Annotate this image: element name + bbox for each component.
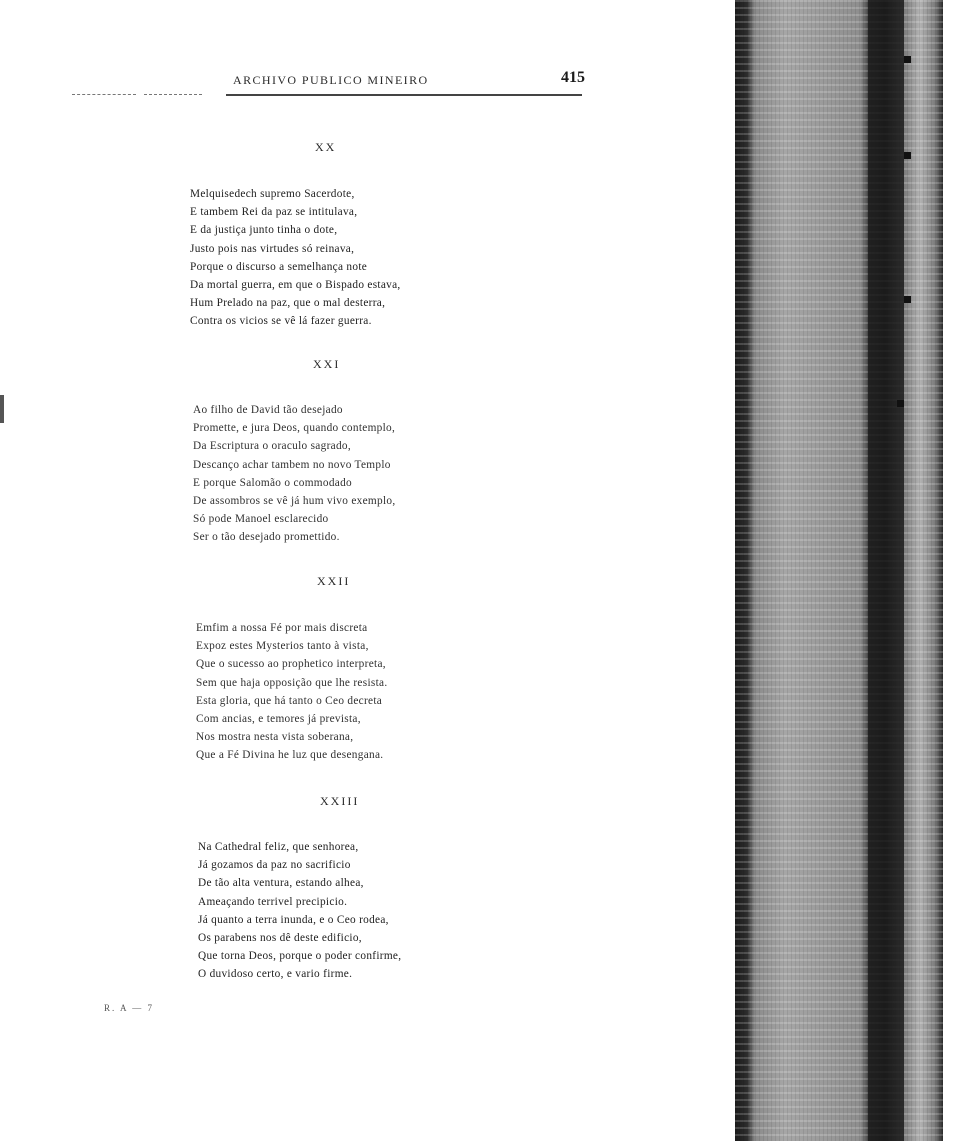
header-rule-middle xyxy=(144,94,202,95)
verse-line: E da justiça junto tinha o dote, xyxy=(190,224,338,237)
page-number: 415 xyxy=(561,69,585,86)
verse-line: Já quanto a terra inunda, e o Ceo rodea, xyxy=(198,913,389,926)
verse-line: Esta gloria, que há tanto o Ceo decreta xyxy=(196,694,383,707)
stanza-verses xyxy=(193,401,395,547)
verse-line: Ao filho de David tão desejado xyxy=(193,404,343,416)
verse-line: E porque Salomão o commodado xyxy=(193,476,352,489)
stanza-number: XXIII xyxy=(320,794,360,808)
binding-stitch-mark xyxy=(897,400,904,407)
verse-line: Descanço achar tambem no novo Templo xyxy=(193,458,391,471)
verse-line: De tão alta ventura, estando alhea, xyxy=(198,877,364,890)
verse-line: Expoz estes Mysterios tanto à vista, xyxy=(196,640,369,653)
stanza-verses xyxy=(198,838,401,984)
verse-line: De assombros se vê já hum vivo exemplo, xyxy=(193,495,396,508)
binding-stitch-mark xyxy=(904,56,911,63)
stanza-verses xyxy=(190,185,401,331)
verse-line: Da mortal guerra, em que o Bispado estava, xyxy=(190,279,401,292)
verse-line: Sem que haja opposição que lhe resista. xyxy=(196,676,388,689)
verse-line: Que a Fé Divina he luz que desengana. xyxy=(196,749,384,762)
verse-line: O duvidoso certo, e vario firme. xyxy=(198,968,353,981)
book-binding-strip xyxy=(735,0,943,1141)
stanza-number: XXI xyxy=(313,357,341,371)
verse-line: Que o sucesso ao prophetico interpreta, xyxy=(196,658,386,671)
verse-line: Promette, e jura Deos, quando contemplo, xyxy=(193,422,396,435)
verse-line: Com ancias, e temores já prevista, xyxy=(196,713,361,726)
verse-line: Melquisedech supremo Sacerdote, xyxy=(190,188,355,200)
header-rule-left xyxy=(72,94,136,95)
header-rule-main xyxy=(226,94,582,96)
verse-line: E tambem Rei da paz se intitulava, xyxy=(190,206,358,219)
stanza-number: XX xyxy=(315,140,337,154)
verse-line: Porque o discurso a semelhança note xyxy=(190,260,368,273)
verse-line: Contra os vicios se vê lá fazer guerra. xyxy=(190,315,372,328)
stanza-verses xyxy=(196,619,387,765)
verse-line: Os parabens nos dê deste edificio, xyxy=(198,932,362,945)
verse-line: Justo pois nas virtudes só reinava, xyxy=(190,242,355,255)
verse-line: Ameaçando terrivel precipicio. xyxy=(198,895,348,908)
verse-line: Emfim a nossa Fé por mais discreta xyxy=(196,622,368,634)
printer-signature: R. A — 7 xyxy=(104,1003,155,1013)
running-title: ARCHIVO PUBLICO MINEIRO xyxy=(233,73,429,87)
binding-stitch-mark xyxy=(904,152,911,159)
verse-line: Só pode Manoel esclarecido xyxy=(193,513,329,526)
verse-line: Que torna Deos, porque o poder confirme, xyxy=(198,950,402,963)
binding-dark-band xyxy=(868,0,904,1141)
verse-line: Na Cathedral feliz, que senhorea, xyxy=(198,841,359,853)
stanza-number: XXII xyxy=(317,574,351,588)
verse-line: Nos mostra nesta vista soberana, xyxy=(196,731,354,744)
page-edge-shadow xyxy=(0,395,4,423)
verse-line: Hum Prelado na paz, que o mal desterra, xyxy=(190,297,386,310)
binding-stitch-mark xyxy=(904,296,911,303)
verse-line: Ser o tão desejado promettido. xyxy=(193,531,340,544)
verse-line: Já gozamos da paz no sacrificio xyxy=(198,859,351,872)
verse-line: Da Escriptura o oraculo sagrado, xyxy=(193,440,351,453)
